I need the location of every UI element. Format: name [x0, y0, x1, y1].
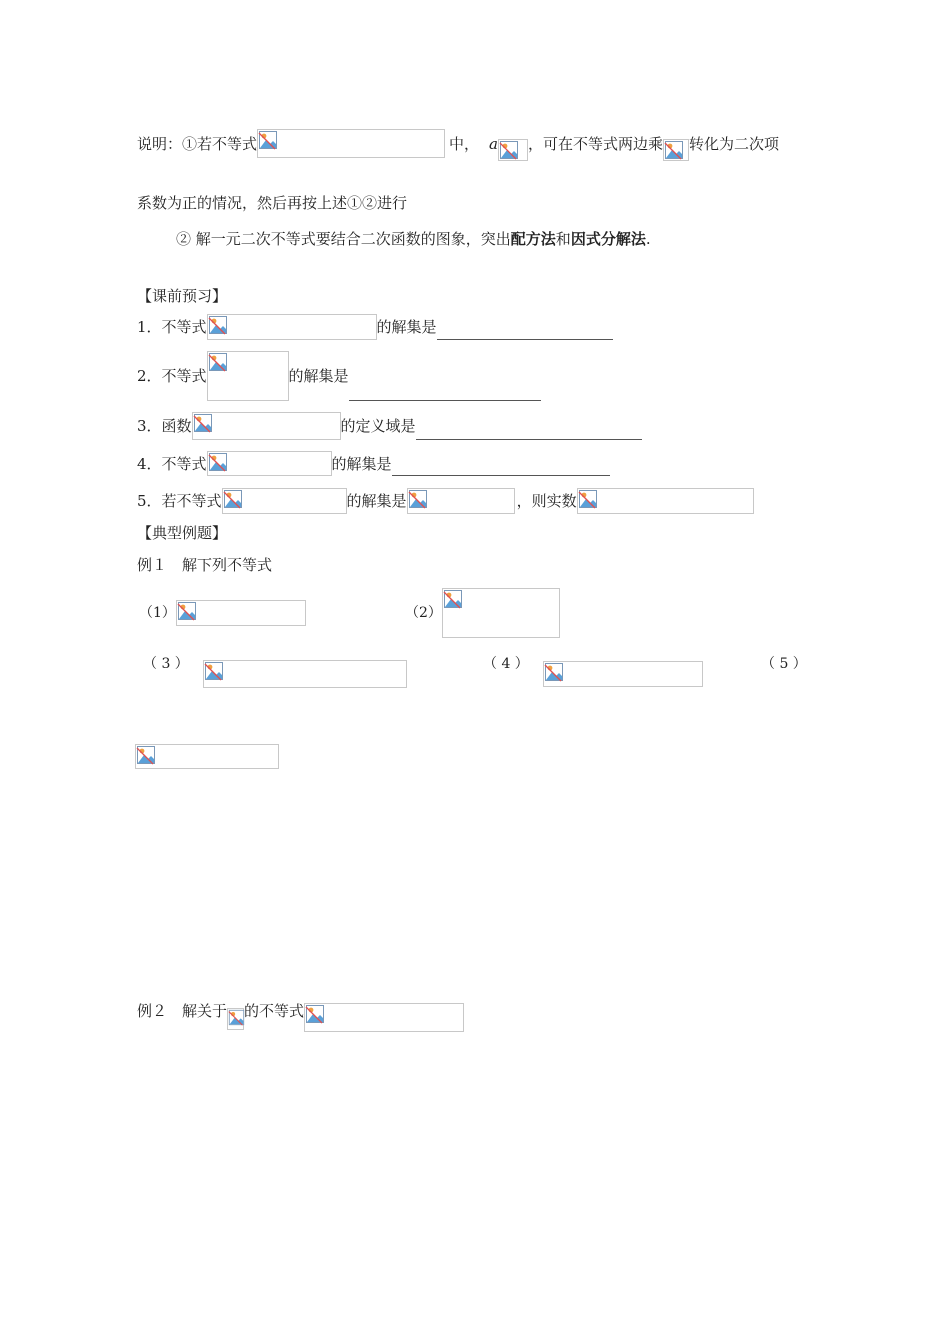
formula-image [207, 314, 377, 340]
formula-image [663, 139, 689, 161]
broken-image-icon [193, 413, 213, 433]
broken-image-icon [223, 489, 243, 509]
note-line-3 [176, 229, 651, 249]
note-text: 和 [555, 230, 571, 248]
example-1-item-4 [543, 661, 703, 687]
section-header-preview: 【课前预习】 [137, 287, 228, 305]
broken-image-icon [578, 489, 598, 509]
example-1-item-2: （2） [405, 588, 560, 638]
example-1-item-5 [135, 744, 279, 769]
formula-image [304, 1003, 464, 1032]
broken-image-icon [228, 1009, 245, 1026]
note-text: 转化为二次项 [689, 134, 780, 153]
broken-image-icon [204, 661, 224, 681]
formula-image [135, 744, 279, 769]
broken-image-icon [443, 589, 463, 609]
example-1-item-3 [203, 660, 407, 688]
formula-image [257, 129, 445, 158]
example-1-label-4: （ 4 ） [483, 656, 529, 672]
formula-image [207, 451, 332, 476]
broken-image-icon [208, 352, 228, 372]
note-text: ② 解一元二次不等式要结合二次函数的图象，突出 [176, 230, 511, 248]
note-bold-method: 因式分解法 [570, 230, 646, 248]
example-1-label-3: （ 3 ） [143, 656, 189, 672]
note-line-2: 系数为正的情况，然后再按上述①②进行 [137, 194, 408, 212]
answer-blank[interactable] [437, 323, 613, 340]
broken-image-icon [136, 745, 156, 765]
answer-blank[interactable] [392, 459, 610, 476]
example-1-label-5: （ 5 ） [761, 656, 807, 672]
broken-image-icon [258, 130, 278, 150]
preview-question-3: 3．函数 的定义域是 [137, 412, 642, 440]
broken-image-icon [208, 452, 228, 472]
formula-image [207, 351, 289, 401]
formula-image [442, 588, 560, 638]
note-text: 说明：①若不等式 [137, 134, 258, 153]
example-1-title: 例１ 解下列不等式 [137, 556, 273, 574]
formula-image [498, 139, 528, 161]
preview-question-2: 2．不等式 的解集是 [137, 351, 541, 401]
answer-blank[interactable] [416, 423, 642, 440]
formula-image [407, 488, 515, 514]
preview-question-5: 5．若不等式 的解集是 ，则实数 [137, 488, 754, 514]
broken-image-icon [664, 140, 684, 160]
note-line-1 [137, 129, 779, 158]
broken-image-icon [499, 140, 519, 160]
broken-image-icon [208, 315, 228, 335]
section-header-examples: 【典型例题】 [137, 524, 228, 542]
example-1-item-1: （1） [139, 600, 306, 626]
preview-question-1: 1．不等式 的解集是 [137, 314, 613, 340]
note-text: . [645, 230, 651, 248]
note-bold-method: 配方法 [510, 230, 556, 248]
formula-image [222, 488, 347, 514]
formula-image [543, 661, 703, 687]
broken-image-icon [305, 1004, 325, 1024]
broken-image-icon [544, 662, 564, 682]
formula-image [176, 600, 306, 626]
note-text: 中， [449, 134, 480, 153]
formula-image [227, 1008, 244, 1030]
variable-a: a [489, 134, 498, 153]
preview-question-4: 4．不等式 的解集是 [137, 451, 610, 476]
formula-image [192, 412, 341, 440]
formula-image [203, 660, 407, 688]
formula-image [577, 488, 754, 514]
answer-blank[interactable] [349, 384, 541, 401]
broken-image-icon [408, 489, 428, 509]
example-2: 例２ 解关于 的不等式 [137, 996, 464, 1025]
broken-image-icon [177, 601, 197, 621]
note-text: ，可在不等式两边乘 [527, 134, 663, 153]
